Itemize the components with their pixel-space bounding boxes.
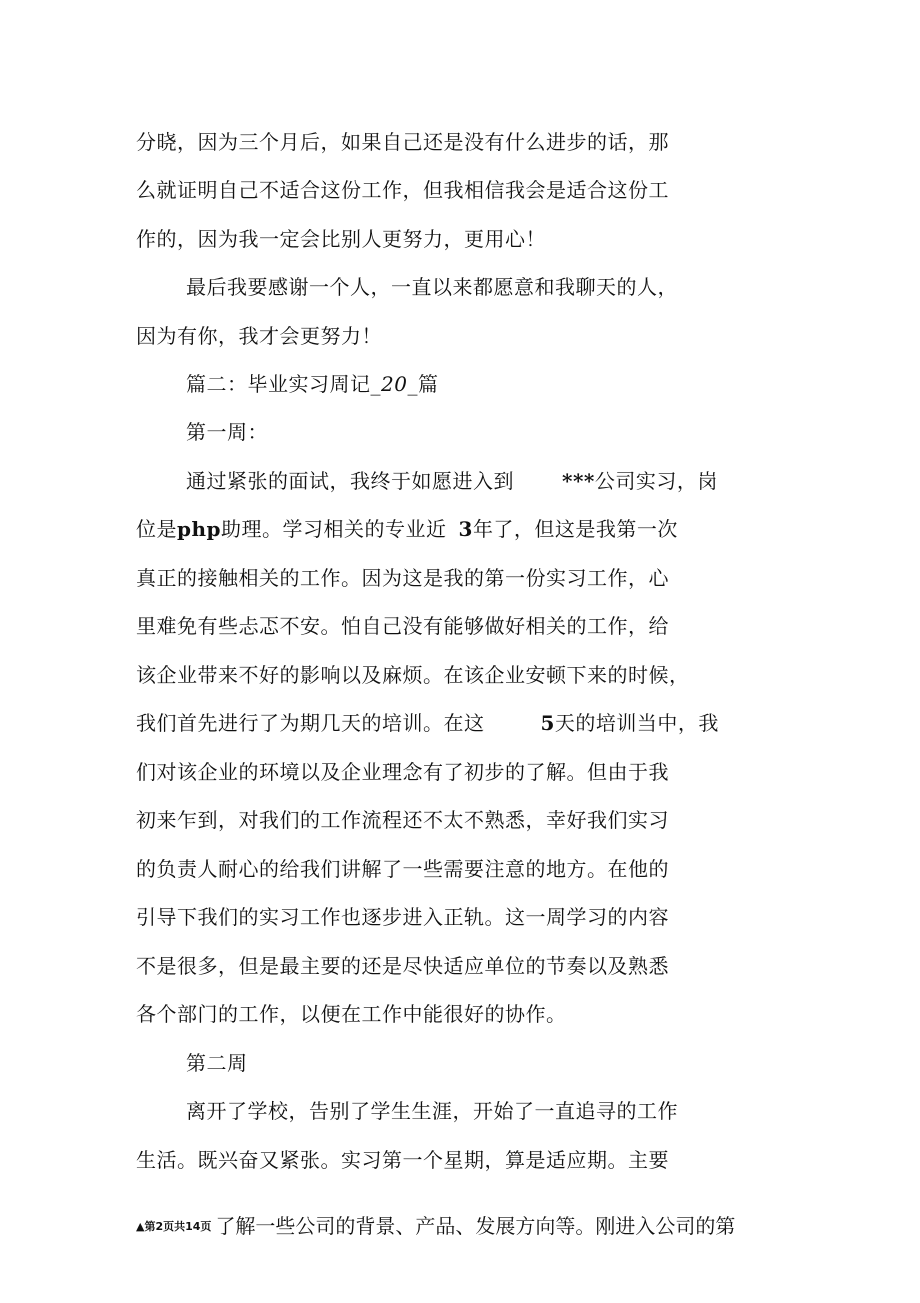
section-heading — [186, 370, 438, 398]
section-heading-prefix: 篇二：毕业实习周记_ — [186, 372, 381, 396]
paragraph-line: 各个部门的工作，以便在工作中能很好的协作。 — [136, 1002, 567, 1026]
triangle-icon: ▲ — [136, 1220, 145, 1233]
paragraph-line: 真正的接触相关的工作。因为这是我的第一份实习工作，心 — [136, 566, 669, 590]
paragraph-line — [136, 709, 719, 737]
paragraph-line: 生活。既兴奋又紧张。实习第一个星期，算是适应期。主要 — [136, 1148, 669, 1172]
paragraph-line: 最后我要感谢一个人，一直以来都愿意和我聊天的人， — [186, 275, 678, 299]
text-span: 通过紧张的面试，我终于如愿进入到 — [186, 469, 514, 493]
section-heading-suffix: _篇 — [407, 372, 439, 396]
paragraph-line: 初来乍到，对我们的工作流程还不太不熟悉，幸好我们实习 — [136, 808, 669, 832]
paragraph-line — [186, 467, 718, 495]
text-span: 5 — [540, 711, 555, 735]
text-span: 天的培训当中，我 — [554, 711, 719, 735]
text-span: 3 — [458, 517, 473, 541]
paragraph-line: 引导下我们的实习工作也逐步进入正轨。这一周学习的内容 — [136, 905, 669, 929]
text-span: 我们首先进行了为期几天的培训。在这 — [136, 711, 485, 735]
text-span: 公司实习，岗 — [594, 469, 718, 493]
paragraph-line: 里难免有些忐忑不安。怕自己没有能够做好相关的工作，给 — [136, 614, 669, 638]
paragraph-line: 的负责人耐心的给我们讲解了一些需要注意的地方。在他的 — [136, 857, 669, 881]
text-span: php — [177, 517, 222, 541]
page-indicator: 第2页共14页 — [144, 1220, 212, 1233]
section-heading-number: 20 — [381, 372, 408, 396]
page-footer — [136, 1212, 735, 1241]
text-span: 助理。学习相关的专业近 — [221, 517, 447, 541]
paragraph-line: 了解一些公司的背景、产品、发展方向等。刚进入公司的第 — [215, 1214, 736, 1238]
paragraph-line — [136, 515, 678, 543]
paragraph-line: 不是很多，但是最主要的还是尽快适应单位的节奏以及熟悉 — [136, 954, 669, 978]
paragraph-line: 作的，因为我一定会比别人更努力，更用心！ — [136, 227, 546, 251]
text-span: 年了，但这是我第一次 — [472, 517, 678, 541]
paragraph-line: 离开了学校，告别了学生生涯，开始了一直追寻的工作 — [186, 1099, 678, 1123]
paragraph-line: 分晓，因为三个月后，如果自己还是没有什么进步的话，那 — [136, 130, 669, 154]
paragraph-line: 该企业带来不好的影响以及麻烦。在该企业安顿下来的时候， — [136, 663, 690, 687]
text-span: 位是 — [136, 517, 177, 541]
company-name: *** — [562, 469, 595, 493]
paragraph-line: 么就证明自己不适合这份工作，但我相信我会是适合这份工 — [136, 178, 669, 202]
paragraph-line: 们对该企业的环境以及企业理念有了初步的了解。但由于我 — [136, 760, 669, 784]
week2-title: 第二周 — [186, 1051, 248, 1075]
paragraph-line: 因为有你，我才会更努力！ — [136, 324, 382, 348]
week1-title: 第一周： — [186, 420, 268, 444]
